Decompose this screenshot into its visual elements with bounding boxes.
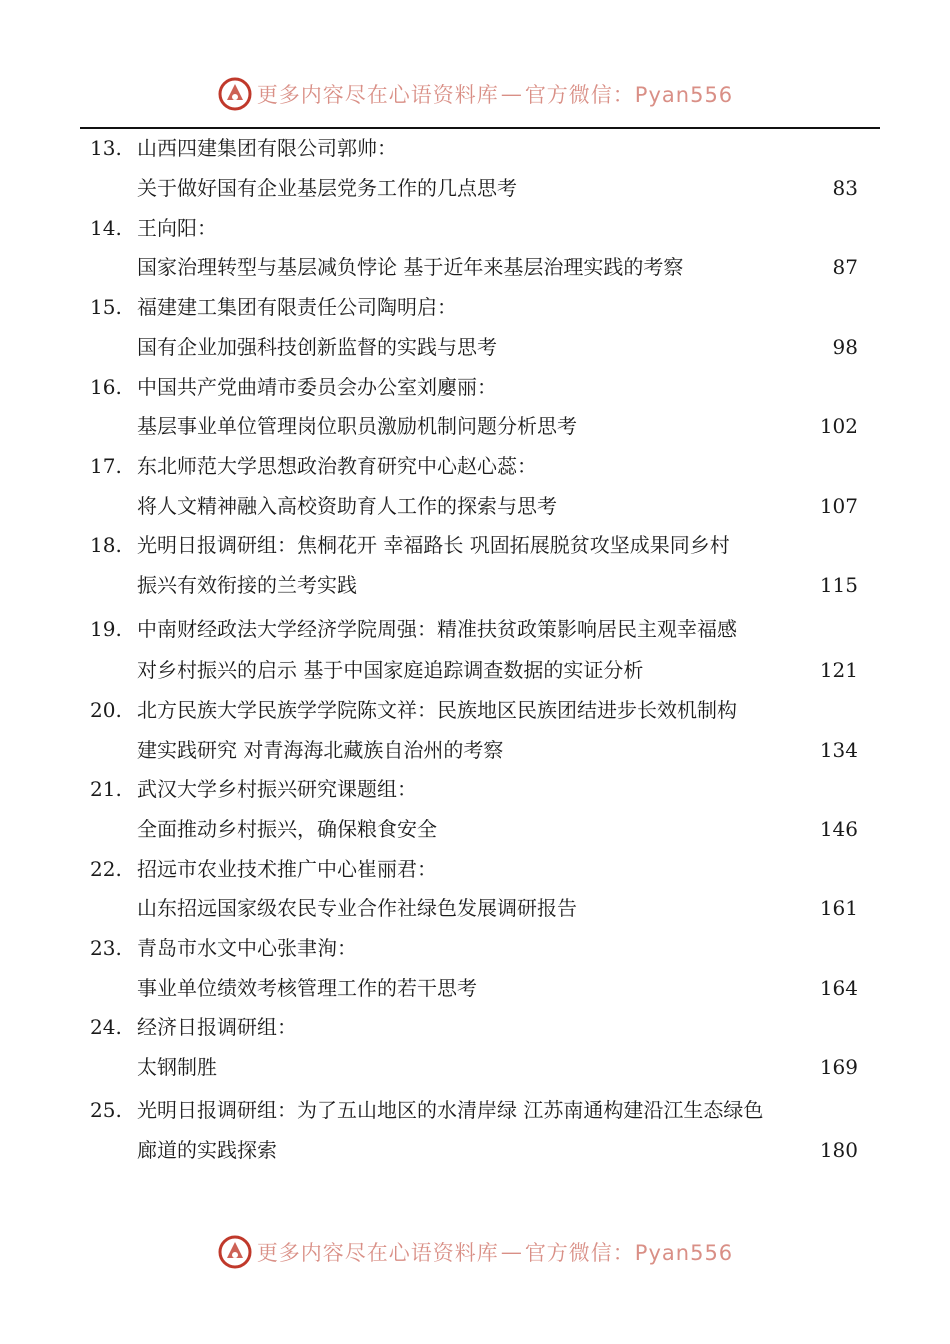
toc-entry-title: 振兴有效衔接的兰考实践 [137, 573, 357, 597]
toc-entry-title: 全面推动乡村振兴，确保粮食安全 [137, 817, 437, 841]
toc-entry-title: 国家治理转型与基层减负悖论 基于近年来基层治理实践的考察 [137, 255, 684, 279]
toc-entry-24-title-line[interactable] [0, 1050, 950, 1084]
toc-entry-title: 太钢制胜 [137, 1055, 217, 1079]
toc-entry-page: 107 [819, 494, 858, 518]
toc-entry-24-author-line [0, 1010, 950, 1044]
toc-entry-21-author-line [0, 772, 950, 806]
toc-entry-title: 关于做好国有企业基层党务工作的几点思考 [137, 176, 517, 200]
toc-entry-number: 19. [90, 617, 122, 641]
watermark-wechat-text: 官方微信：Pyan556 [524, 1241, 734, 1265]
watermark-separator: — [500, 82, 523, 106]
toc-entry-author: 武汉大学乡村振兴研究课题组： [137, 777, 417, 801]
toc-entry-page: 161 [819, 896, 858, 920]
toc-entry-number: 20. [90, 698, 122, 722]
toc-entry-author: 北方民族大学民族学学院陈文祥：民族地区民族团结进步长效机制构 [137, 698, 737, 722]
toc-entry-19-author-line [0, 612, 950, 646]
toc-entry-13-author-line [0, 131, 950, 165]
toc-entry-13-title-line[interactable] [0, 171, 950, 205]
toc-entry-page: 180 [819, 1138, 858, 1162]
toc-entry-title: 基层事业单位管理岗位职员激励机制问题分析思考 [137, 414, 577, 438]
toc-entry-page: 102 [819, 414, 858, 438]
toc-entry-14-author-line [0, 211, 950, 245]
toc-entry-number: 25. [90, 1098, 122, 1122]
toc-entry-25-author-line [0, 1093, 950, 1127]
toc-entry-page: 121 [819, 658, 858, 682]
toc-entry-23-title-line[interactable] [0, 971, 950, 1005]
toc-entry-author: 中国共产党曲靖市委员会办公室刘廮丽： [137, 375, 497, 399]
toc-entry-page: 134 [819, 738, 858, 762]
toc-entry-17-author-line [0, 449, 950, 483]
watermark-separator: — [500, 1240, 523, 1264]
toc-entry-21-title-line[interactable] [0, 812, 950, 846]
toc-entry-page: 169 [819, 1055, 858, 1079]
toc-entry-16-title-line[interactable] [0, 409, 950, 443]
toc-entry-page: 146 [819, 817, 858, 841]
toc-entry-author: 青岛市水文中心张聿洵： [137, 936, 357, 960]
toc-entry-title: 廊道的实践探索 [137, 1138, 277, 1162]
toc-entry-22-author-line [0, 852, 950, 886]
toc-entry-author: 山西四建集团有限公司郭帅： [137, 136, 397, 160]
toc-entry-number: 23. [90, 936, 122, 960]
toc-entry-author: 福建建工集团有限责任公司陶明启： [137, 295, 457, 319]
toc-entry-title: 将人文精神融入高校资助育人工作的探索与思考 [137, 494, 557, 518]
watermark-main-text: 更多内容尽在心语资料库 [256, 83, 499, 107]
toc-entry-16-author-line [0, 370, 950, 404]
toc-entry-number: 21. [90, 777, 122, 801]
watermark-footer [0, 1230, 950, 1274]
toc-entry-number: 16. [90, 375, 122, 399]
toc-entry-author: 中南财经政法大学经济学院周强：精准扶贫政策影响居民主观幸福感 [137, 617, 737, 641]
toc-entry-23-author-line [0, 931, 950, 965]
toc-entry-title: 事业单位绩效考核管理工作的若干思考 [137, 976, 477, 1000]
toc-entry-19-title-line[interactable] [0, 653, 950, 687]
toc-entry-author: 东北师范大学思想政治教育研究中心赵心蕊： [137, 454, 537, 478]
toc-entry-14-title-line[interactable] [0, 250, 950, 284]
toc-entry-number: 13. [90, 136, 122, 160]
toc-entry-17-title-line[interactable] [0, 489, 950, 523]
watermark-wechat-text: 官方微信：Pyan556 [524, 83, 734, 107]
watermark-logo-icon [217, 1234, 253, 1270]
toc-entry-title: 国有企业加强科技创新监督的实践与思考 [137, 335, 497, 359]
toc-entry-title: 山东招远国家级农民专业合作社绿色发展调研报告 [137, 896, 577, 920]
toc-entry-18-author-line [0, 528, 950, 562]
toc-entry-page: 164 [819, 976, 858, 1000]
toc-entry-number: 18. [90, 533, 122, 557]
toc-entry-page: 98 [832, 335, 858, 359]
toc-entry-25-title-line[interactable] [0, 1133, 950, 1167]
toc-entry-page: 87 [832, 255, 858, 279]
toc-entry-page: 115 [819, 573, 858, 597]
toc-entry-author: 王向阳： [137, 216, 217, 240]
toc-entry-number: 15. [90, 295, 122, 319]
toc-entry-number: 22. [90, 857, 122, 881]
toc-entry-15-author-line [0, 290, 950, 324]
toc-entry-18-title-line[interactable] [0, 568, 950, 602]
toc-entry-number: 14. [90, 216, 122, 240]
toc-entry-author: 招远市农业技术推广中心崔丽君： [137, 857, 437, 881]
toc-entry-page: 83 [832, 176, 858, 200]
toc-entry-title: 对乡村振兴的启示 基于中国家庭追踪调查数据的实证分析 [137, 658, 644, 682]
toc-entry-title: 建实践研究 对青海海北藏族自治州的考察 [137, 738, 504, 762]
toc-entry-number: 24. [90, 1015, 122, 1039]
toc-entry-author: 光明日报调研组：焦桐花开 幸福路长 巩固拓展脱贫攻坚成果同乡村 [137, 533, 730, 557]
toc-entry-20-author-line [0, 693, 950, 727]
watermark-main-text: 更多内容尽在心语资料库 [256, 1241, 499, 1265]
toc-entry-author: 光明日报调研组：为了五山地区的水清岸绿 江苏南通构建沿江生态绿色 [137, 1098, 764, 1122]
toc-entry-number: 17. [90, 454, 122, 478]
toc-entry-20-title-line[interactable] [0, 733, 950, 767]
toc-entry-15-title-line[interactable] [0, 330, 950, 364]
toc-entry-22-title-line[interactable] [0, 891, 950, 925]
toc-entry-author: 经济日报调研组： [137, 1015, 297, 1039]
